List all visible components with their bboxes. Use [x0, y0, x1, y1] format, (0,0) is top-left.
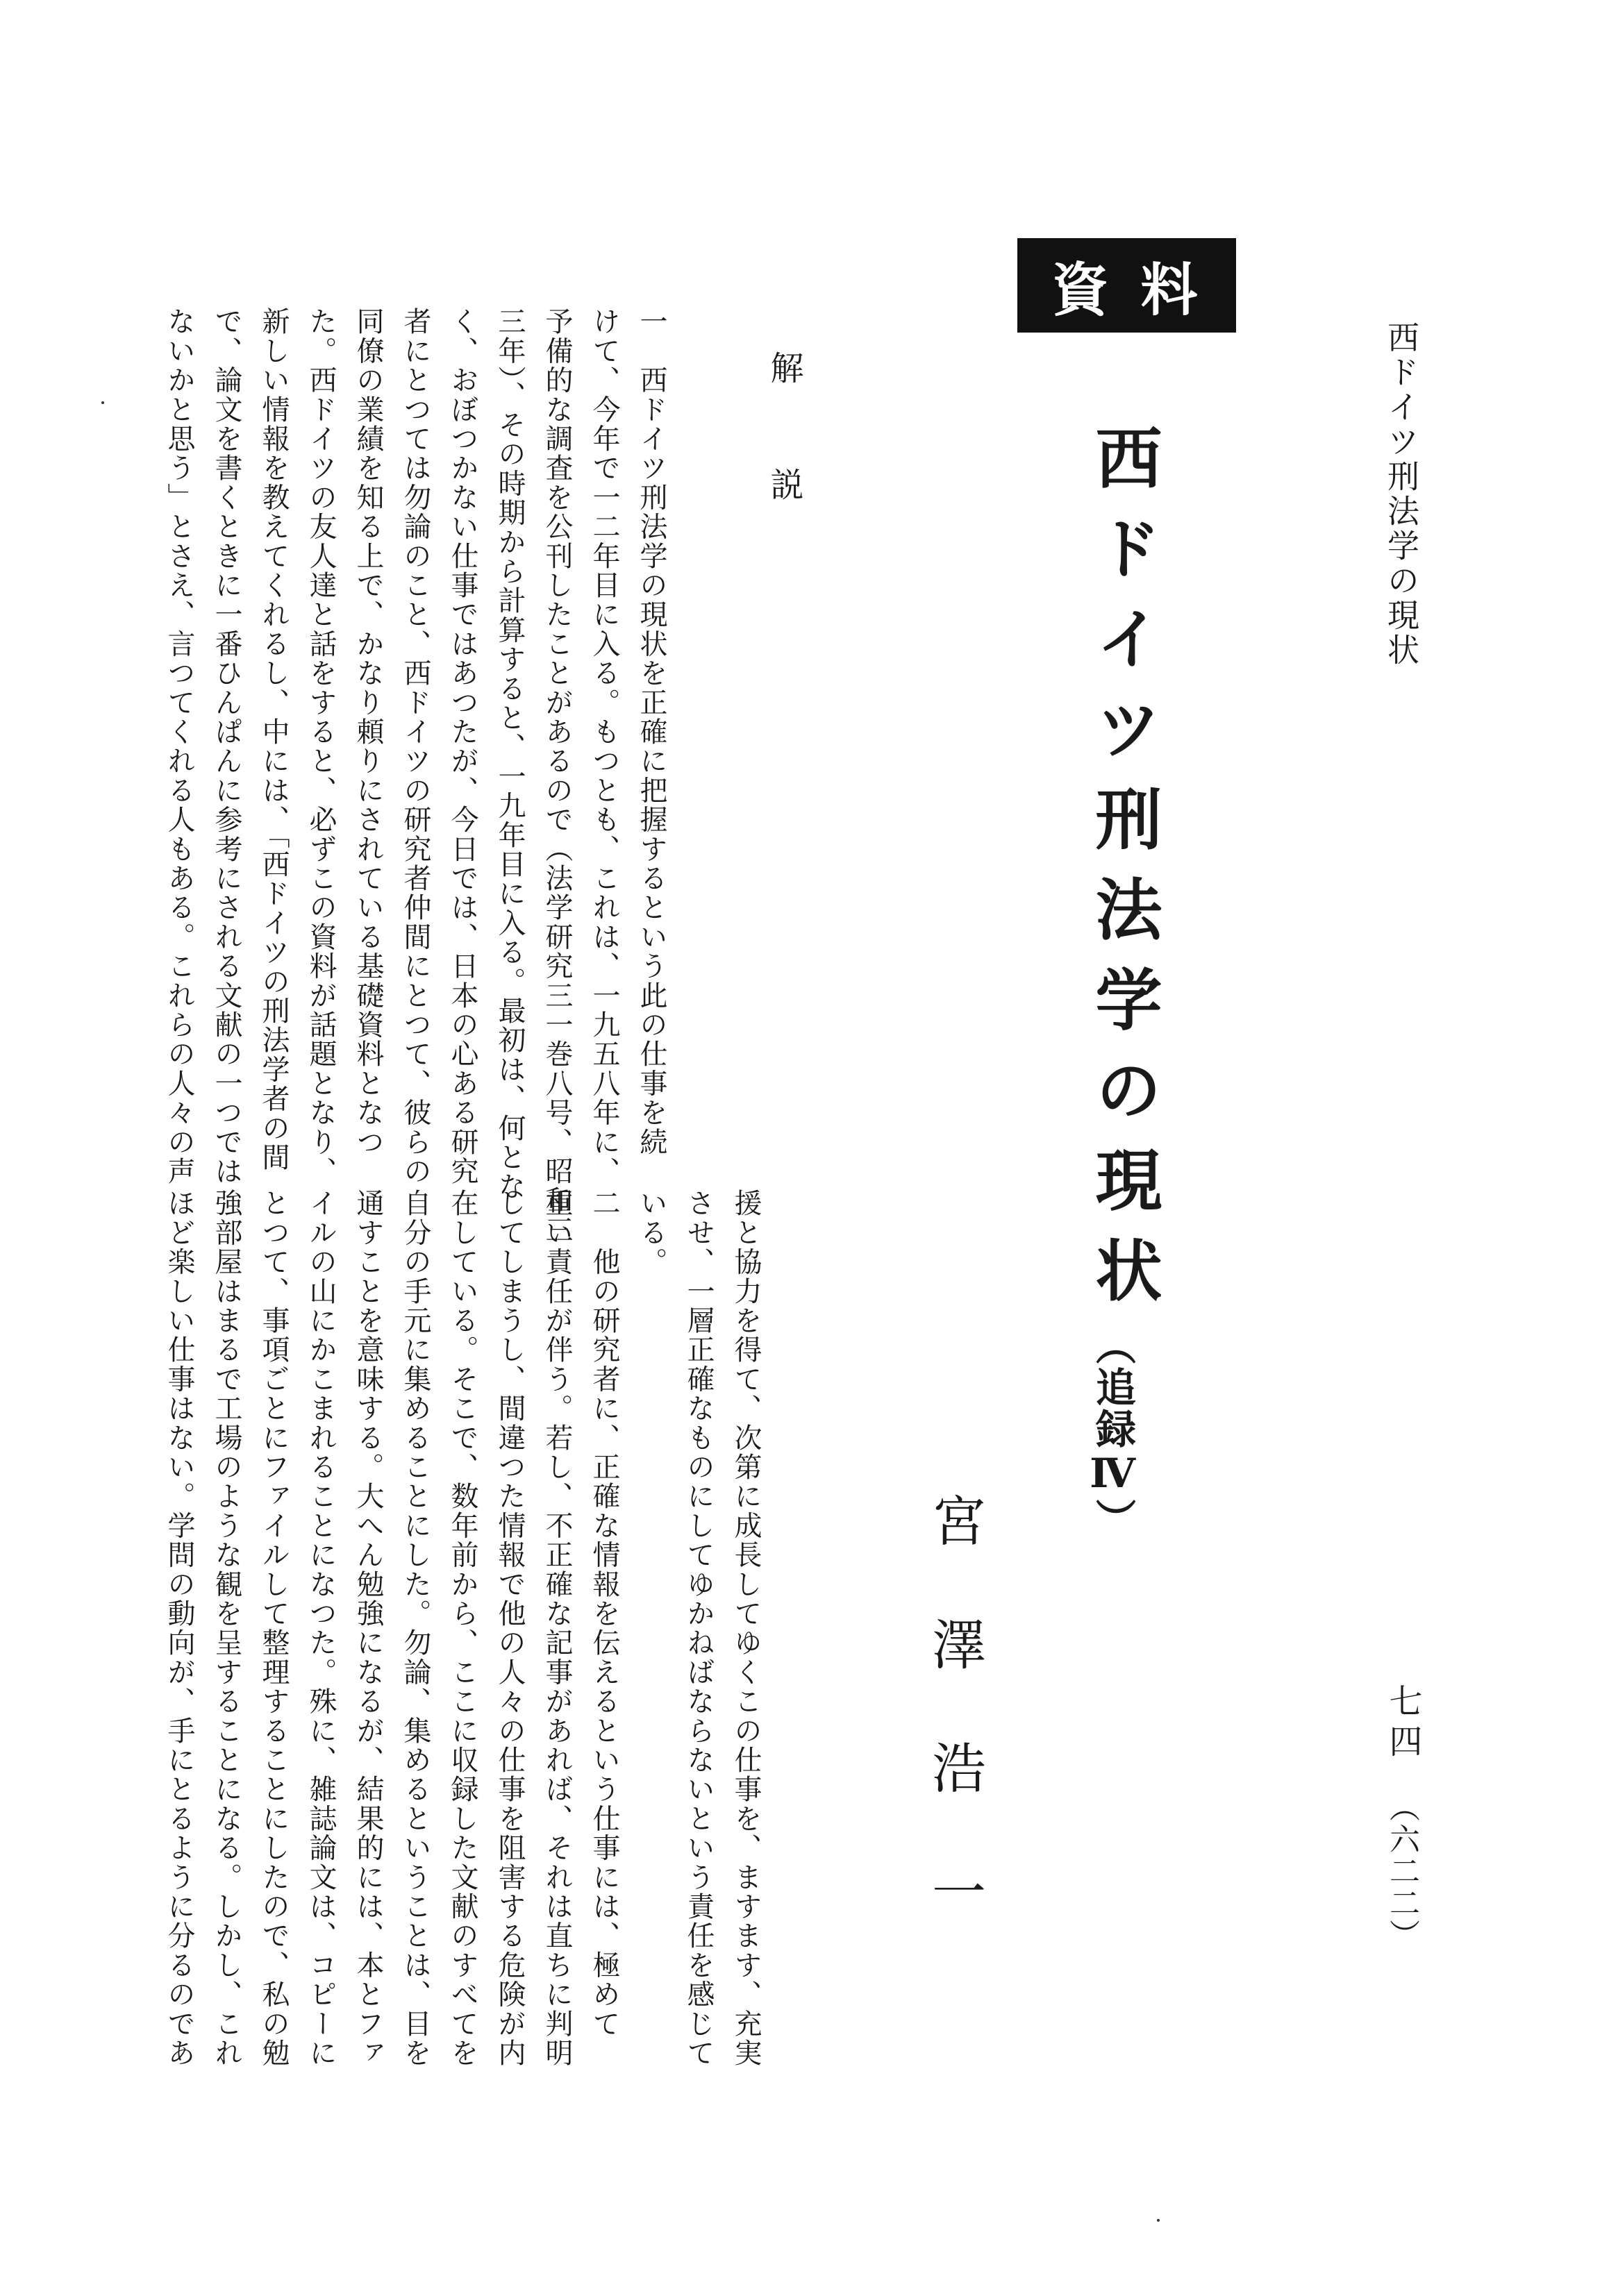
text-line: く、おぼつかない仕事ではあつたが、今日では、日本の心ある研究 — [447, 307, 478, 1186]
text-line: で、論文を書くときに一番ひんぱんに参考にされる文献の一つでは — [210, 307, 242, 1186]
text-line: 者にとつては勿論のこと、西ドイツの研究者仲間にとつて、彼らの — [399, 307, 431, 1186]
text-line: 重い責任が伴う。若し、不正確な記事があれば、それは直ちに判明 — [541, 1189, 573, 2068]
text-line: してしまうし、間違つた情報で他の人々の仕事を阻害する危険が内 — [494, 1189, 526, 2068]
text-line: た。西ドイツの友人達と話をすると、必ずこの資料が話題となり、 — [305, 307, 337, 1186]
text-line: 三年）、その時期から計算すると、一九年目に入る。最初は、何とな — [494, 307, 526, 1202]
text-line: 新しい情報を教えてくれるし、中には、「西ドイツの刑法学者の間 — [258, 307, 290, 1172]
text-line: 一 西ドイツ刑法学の現状を正確に把握するという此の仕事を続 — [635, 307, 667, 1157]
text-line: 同僚の業績を知る上で、かなり頼りにされている基礎資料となつ — [352, 307, 384, 1157]
text-line: ほど楽しい仕事はない。学問の動向が、手にとるように分るのであ — [163, 1189, 195, 2068]
text-line: 予備的な調査を公刊したことがあるので（法学研究三一巻八号、昭和三 — [541, 307, 573, 1245]
author-name: 宮澤浩一 — [923, 1493, 985, 1987]
text-line: イルの山にかこまれることになつた。殊に、雑誌論文は、コピーに — [305, 1189, 337, 2068]
body-column-upper — [156, 307, 675, 1245]
text-line: ないかと思う」とさえ、言つてくれる人もある。これらの人々の声 — [163, 307, 195, 1186]
page-number: 七四 — [1383, 1684, 1422, 1764]
page-number-alt: （六二二） — [1384, 1791, 1419, 1951]
article-title: 西ドイツ刑法学の現状 — [1085, 424, 1163, 1326]
scan-speck — [101, 401, 104, 404]
text-line: 強部屋はまるで工場のような観を呈することになる。しかし、これ — [210, 1189, 242, 2068]
text-line: 援と協力を得て、次第に成長してゆくこの仕事を、ますます、充実 — [730, 1189, 762, 2068]
text-line: 在している。そこで、数年前から、ここに収録した文献のすべてを — [447, 1189, 478, 2068]
scan-speck — [1157, 2219, 1160, 2222]
section-label: 資料 — [1051, 257, 1230, 324]
text-line: けて、今年で一二年目に入る。もつとも、これは、一九五八年に、 — [588, 307, 620, 1186]
text-line: させ、一層正確なものにしてゆかねばならないという責任を感じて — [683, 1189, 715, 2068]
text-line: とつて、事項ごとにファイルして整理することにしたので、私の勉 — [258, 1189, 290, 2068]
section-heading: 解説 — [765, 351, 803, 584]
section-label-box — [1017, 238, 1236, 333]
text-line: 通すことを意味する。大へん勉強になるが、結果的には、本とファ — [352, 1189, 384, 2068]
text-line: いる。 — [635, 1189, 667, 1277]
body-column-lower — [156, 1189, 769, 2209]
running-head: 西ドイツ刑法学の現状 — [1383, 321, 1420, 668]
text-line: 二 他の研究者に、正確な情報を伝えるという仕事には、極めて — [588, 1189, 620, 2038]
text-line: 自分の手元に集めることにした。勿論、集めるということは、目を — [399, 1189, 431, 2068]
article-subtitle: （追録Ⅳ） — [1089, 1325, 1136, 1540]
